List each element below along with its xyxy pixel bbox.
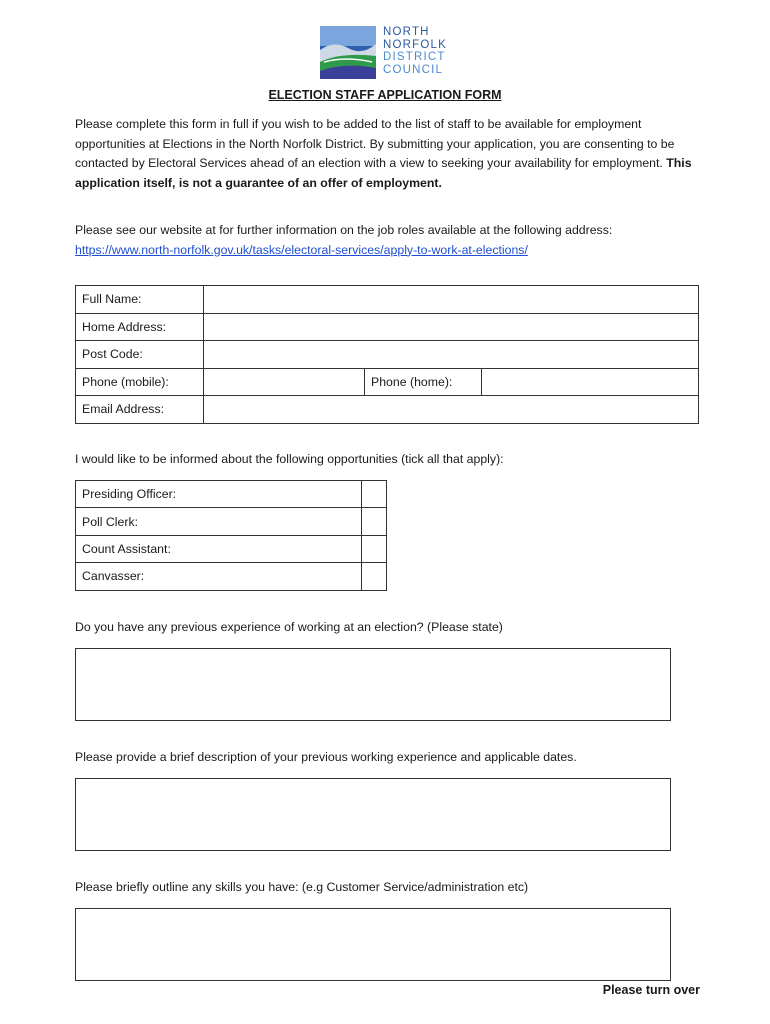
- intro-disclaimer: This application itself, is not a guarantee of an offer of employment.: [75, 156, 692, 190]
- poll-clerk-checkbox[interactable]: [362, 508, 387, 535]
- canvasser-checkbox[interactable]: [362, 563, 387, 590]
- skills-answer-box[interactable]: [75, 908, 671, 981]
- role-presiding-officer: Presiding Officer:: [76, 481, 362, 508]
- role-count-assistant: Count Assistant:: [76, 535, 362, 562]
- table-row: [76, 563, 387, 590]
- table-row: [76, 341, 699, 369]
- website-text: Please see our website at for further information on the job roles available at the following address:: [75, 223, 613, 237]
- table-row: [76, 368, 699, 396]
- post-code-label: Post Code:: [76, 341, 204, 369]
- full-name-field[interactable]: [204, 286, 699, 314]
- home-address-label: Home Address:: [76, 313, 204, 341]
- email-field[interactable]: [204, 396, 699, 424]
- phone-mobile-field[interactable]: [204, 368, 365, 396]
- full-name-label: Full Name:: [76, 286, 204, 314]
- form-title: ELECTION STAFF APPLICATION FORM: [268, 88, 502, 102]
- email-label: Email Address:: [76, 396, 204, 424]
- logo-wordmark: NORTH NORFOLK DISTRICT COUNCIL: [383, 26, 447, 77]
- count-assistant-checkbox[interactable]: [362, 535, 387, 562]
- personal-details-table: [75, 285, 699, 424]
- home-address-field[interactable]: [204, 313, 699, 341]
- website-paragraph: [75, 221, 705, 260]
- council-logo: [320, 26, 470, 80]
- intro-text: Please complete this form in full if you wish to be added to the list of staff to be available for employment opportunities at Elections in the North Norfolk District. By submitting your application, you are consenting to be contacted by Electoral Services ahead of an election with a view to seeking your availability for employment.: [75, 117, 675, 170]
- post-code-field[interactable]: [204, 341, 699, 369]
- phone-mobile-label: Phone (mobile):: [76, 368, 204, 396]
- opportunities-prompt: I would like to be informed about the following opportunities (tick all that apply):: [75, 452, 504, 466]
- role-poll-clerk: Poll Clerk:: [76, 508, 362, 535]
- experience-answer-box[interactable]: [75, 648, 671, 721]
- role-canvasser: Canvasser:: [76, 563, 362, 590]
- table-row: [76, 396, 699, 424]
- opportunities-table: [75, 480, 387, 591]
- council-logo-icon: [320, 26, 376, 79]
- phone-home-label: Phone (home):: [365, 368, 482, 396]
- description-question: Please provide a brief description of your previous working experience and applicable dates.: [75, 750, 577, 764]
- turn-over-note: Please turn over: [602, 983, 700, 997]
- table-row: [76, 313, 699, 341]
- table-row: [76, 508, 387, 535]
- skills-question: Please briefly outline any skills you have: (e.g Customer Service/administration etc): [75, 880, 529, 894]
- website-link[interactable]: https://www.north-norfolk.gov.uk/tasks/electoral-services/apply-to-work-at-elections/: [75, 242, 528, 257]
- table-row: [76, 535, 387, 562]
- table-row: [76, 481, 387, 508]
- experience-question: Do you have any previous experience of working at an election? (Please state): [75, 620, 503, 634]
- intro-paragraph: [75, 115, 705, 193]
- phone-home-field[interactable]: [482, 368, 699, 396]
- table-row: [76, 286, 699, 314]
- presiding-officer-checkbox[interactable]: [362, 481, 387, 508]
- description-answer-box[interactable]: [75, 778, 671, 851]
